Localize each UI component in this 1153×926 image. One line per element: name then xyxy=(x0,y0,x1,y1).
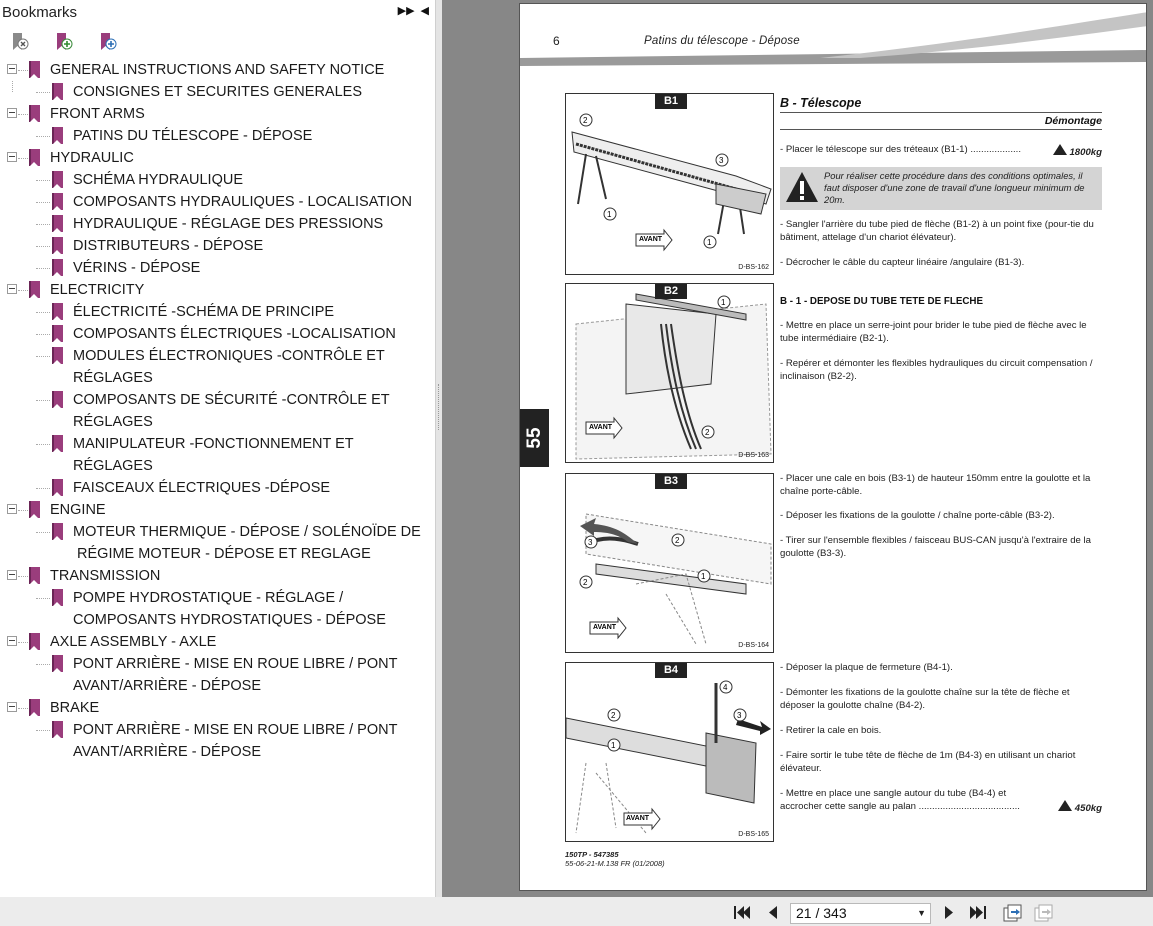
bookmark-icon xyxy=(52,259,63,276)
figure-b1: 2 3 1 1 B1 AVANT D-BS-162 xyxy=(565,93,774,275)
subheading-b1: B - 1 - DEPOSE DU TUBE TETE DE FLECHE xyxy=(780,296,984,307)
step-b4-5: - Mettre en place une sangle autour du tube (B4-4) et accrocher cette sangle au palan ...................................... 450kg xyxy=(780,788,1102,814)
bookmark-item[interactable]: VÉRINS - DÉPOSE xyxy=(0,257,435,279)
bookmark-icon xyxy=(29,567,40,584)
bookmark-icon xyxy=(52,589,63,606)
step-b1-1: - Placer le télescope sur des tréteaux (B1-1) ................... 1800kg xyxy=(780,144,1102,158)
step-b1-3: - Décrocher le câble du capteur linéaire /angulaire (B1-3). xyxy=(780,257,1025,268)
add-bookmark-icon[interactable] xyxy=(53,31,75,53)
bookmark-icon xyxy=(29,633,40,650)
bookmark-icon xyxy=(52,435,63,452)
bookmark-icon xyxy=(52,347,63,364)
delete-bookmark-icon[interactable] xyxy=(9,31,31,53)
svg-text:1: 1 xyxy=(701,572,706,581)
step-b1-2: - Sangler l'arrière du tube pied de flèche (B1-2) à un point fixe (pour-tie du bâtiment, attelage d'un chariot élévateur). xyxy=(780,219,1094,243)
bookmark-icon xyxy=(29,105,40,122)
bookmark-item[interactable]: POMPE HYDROSTATIQUE - RÉGLAGE / COMPOSANTS HYDROSTATIQUES - DÉPOSE xyxy=(0,587,435,631)
bookmark-item[interactable]: PONT ARRIÈRE - MISE EN ROUE LIBRE / PONT AVANT/ARRIÈRE - DÉPOSE xyxy=(0,719,435,763)
svg-text:3: 3 xyxy=(719,156,724,165)
bookmark-icon xyxy=(52,479,63,496)
svg-text:3: 3 xyxy=(588,538,593,547)
previous-page-icon[interactable] xyxy=(764,904,782,921)
collapse-panel-icon[interactable]: ◀ xyxy=(420,5,429,17)
panel-options-icon[interactable]: ▶▶ xyxy=(397,5,415,17)
document-viewport[interactable] xyxy=(442,0,1153,897)
bookmark-item[interactable]: DISTRIBUTEURS - DÉPOSE xyxy=(0,235,435,257)
section-title: B - Télescope xyxy=(780,96,1102,113)
bookmark-item[interactable]: MANIPULATEUR -FONCTIONNEMENT ET RÉGLAGES xyxy=(0,433,435,477)
svg-text:1: 1 xyxy=(707,238,712,247)
section-tab: 55 xyxy=(520,409,549,467)
step-b2-2: - Repérer et démonter les flexibles hydrauliques du circuit compensation / inclinaison (B2-2). xyxy=(780,358,1093,382)
step-b3-3: - Tirer sur l'ensemble flexibles / faisceau BUS-CAN jusqu'à l'extraire de la goulotte (B3-3). xyxy=(780,535,1092,559)
step-b4-4: - Faire sortir le tube tête de flèche de 1m (B4-3) en utilisant un chariot élévateur. xyxy=(780,750,1076,774)
bookmark-item[interactable]: SCHÉMA HYDRAULIQUE xyxy=(0,169,435,191)
header-swoosh xyxy=(520,4,1147,74)
bookmark-item[interactable]: COMPOSANTS ÉLECTRIQUES -LOCALISATION xyxy=(0,323,435,345)
svg-text:4: 4 xyxy=(723,683,728,692)
bookmarks-toolbar xyxy=(0,24,435,60)
bookmarks-tree xyxy=(0,59,435,763)
bookmark-icon xyxy=(52,237,63,254)
warning-box: Pour réaliser cette procédure dans des conditions optimales, il faut disposer d'une zone de travail d'une longueur minimum de 20m. xyxy=(780,167,1102,210)
first-page-icon[interactable] xyxy=(733,904,751,921)
page-header-title: Patins du télescope - Dépose xyxy=(644,35,800,47)
next-page-icon[interactable] xyxy=(940,904,958,921)
bookmark-icon xyxy=(52,391,63,408)
bookmark-icon xyxy=(52,325,63,342)
svg-text:2: 2 xyxy=(675,536,680,545)
collapse-toggle[interactable] xyxy=(7,152,17,162)
bookmark-front-arms[interactable]: FRONT ARMS xyxy=(0,103,435,125)
bookmark-engine[interactable]: ENGINE xyxy=(0,499,435,521)
bookmark-icon xyxy=(52,303,63,320)
bookmark-icon xyxy=(29,699,40,716)
bookmark-icon xyxy=(52,655,63,672)
bookmark-icon xyxy=(29,501,40,518)
figure-b2: 1 2 B2 AVANT D-BS-163 xyxy=(565,283,774,463)
step-b3-1: - Placer une cale en bois (B3-1) de hauteur 150mm entre la goulotte et la chaîne porte-câble. xyxy=(780,473,1091,497)
bookmark-item[interactable]: CONSIGNES ET SECURITES GENERALES xyxy=(0,81,435,103)
pdf-page xyxy=(519,3,1147,891)
bookmark-icon xyxy=(29,149,40,166)
chevron-down-icon[interactable]: ▼ xyxy=(917,908,926,918)
step-b2-1: - Mettre en place un serre-joint pour brider le tube pied de flèche avec le tube intermédiaire (B2-1). xyxy=(780,320,1087,344)
collapse-toggle[interactable] xyxy=(7,636,17,646)
bookmark-brake[interactable]: BRAKE xyxy=(0,697,435,719)
bookmark-item[interactable]: ÉLECTRICITÉ -SCHÉMA DE PRINCIPE xyxy=(0,301,435,323)
svg-text:3: 3 xyxy=(737,711,742,720)
step-b4-1: - Déposer la plaque de fermeture (B4-1). xyxy=(780,662,953,673)
bookmark-icon xyxy=(52,215,63,232)
step-b3-2: - Déposer les fixations de la goulotte / chaîne porte-câble (B3-2). xyxy=(780,510,1055,521)
collapse-toggle[interactable] xyxy=(7,284,17,294)
bookmark-icon xyxy=(52,171,63,188)
step-b4-3: - Retirer la cale en bois. xyxy=(780,725,882,736)
bookmark-icon xyxy=(52,83,63,100)
next-view-icon[interactable] xyxy=(1033,903,1053,923)
figure-b4: 4 3 2 1 B4 AVANT D-BS-165 xyxy=(565,662,774,842)
bookmark-icon xyxy=(52,127,63,144)
weight-icon xyxy=(1053,144,1067,155)
bookmark-icon xyxy=(29,281,40,298)
weight-icon xyxy=(1058,800,1072,811)
bookmark-item[interactable]: COMPOSANTS HYDRAULIQUES - LOCALISATION xyxy=(0,191,435,213)
last-page-icon[interactable] xyxy=(969,904,987,921)
bookmark-item[interactable]: PONT ARRIÈRE - MISE EN ROUE LIBRE / PONT AVANT/ARRIÈRE - DÉPOSE xyxy=(0,653,435,697)
collapse-toggle[interactable] xyxy=(7,702,17,712)
collapse-toggle[interactable] xyxy=(7,108,17,118)
collapse-toggle[interactable] xyxy=(7,504,17,514)
step-b4-2: - Démonter les fixations de la goulotte chaîne sur la tête de flèche et déposer la goulotte chaîne (B4-2). xyxy=(780,687,1070,711)
bookmark-item[interactable]: COMPOSANTS DE SÉCURITÉ -CONTRÔLE ET RÉGLAGES xyxy=(0,389,435,433)
bookmark-icon xyxy=(52,193,63,210)
svg-text:1: 1 xyxy=(611,741,616,750)
subsection-title: Démontage xyxy=(780,115,1102,130)
svg-text:2: 2 xyxy=(583,116,588,125)
bookmark-item[interactable]: HYDRAULIQUE - RÉGLAGE DES PRESSIONS xyxy=(0,213,435,235)
expand-bookmark-icon[interactable] xyxy=(97,31,119,53)
bookmark-general[interactable]: GENERAL INSTRUCTIONS AND SAFETY NOTICE xyxy=(0,59,435,81)
bookmark-hydraulic[interactable]: HYDRAULIC xyxy=(0,147,435,169)
svg-text:1: 1 xyxy=(607,210,612,219)
bookmarks-header xyxy=(0,0,435,24)
svg-text:2: 2 xyxy=(705,428,710,437)
bookmark-item[interactable]: PATINS DU TÉLESCOPE - DÉPOSE xyxy=(0,125,435,147)
bookmark-item[interactable]: MOTEUR THERMIQUE - DÉPOSE / SOLÉNOÏDE DE RÉGIME MOTEUR - DÉPOSE ET REGLAGE xyxy=(0,521,435,565)
bookmark-icon xyxy=(52,721,63,738)
page-number-input[interactable]: 21 / 343 ▼ xyxy=(790,903,931,924)
figure-b3: 3 2 1 2 B3 AVANT D-BS-164 xyxy=(565,473,774,653)
bookmark-item[interactable]: MODULES ÉLECTRONIQUES -CONTRÔLE ET RÉGLAGES xyxy=(0,345,435,389)
bookmarks-panel xyxy=(0,0,436,897)
bookmark-item[interactable]: FAISCEAUX ÉLECTRIQUES -DÉPOSE xyxy=(0,477,435,499)
bookmark-transmission[interactable]: TRANSMISSION xyxy=(0,565,435,587)
bookmark-electricity[interactable]: ELECTRICITY xyxy=(0,279,435,301)
bookmarks-title: Bookmarks xyxy=(2,3,78,21)
bookmark-icon xyxy=(52,523,63,540)
collapse-toggle[interactable] xyxy=(7,570,17,580)
previous-view-icon[interactable] xyxy=(1002,903,1022,923)
bookmark-icon xyxy=(29,61,40,78)
bookmark-axle-assembly[interactable]: AXLE ASSEMBLY - AXLE xyxy=(0,631,435,653)
collapse-toggle[interactable] xyxy=(7,64,17,74)
svg-text:2: 2 xyxy=(611,711,616,720)
svg-text:1: 1 xyxy=(721,298,726,307)
page-footer: 150TP - 547385 55-06-21-M.138 FR (01/2008) xyxy=(565,850,665,868)
warning-icon xyxy=(785,171,819,203)
page-number: 6 xyxy=(553,34,560,48)
svg-text:2: 2 xyxy=(583,578,588,587)
